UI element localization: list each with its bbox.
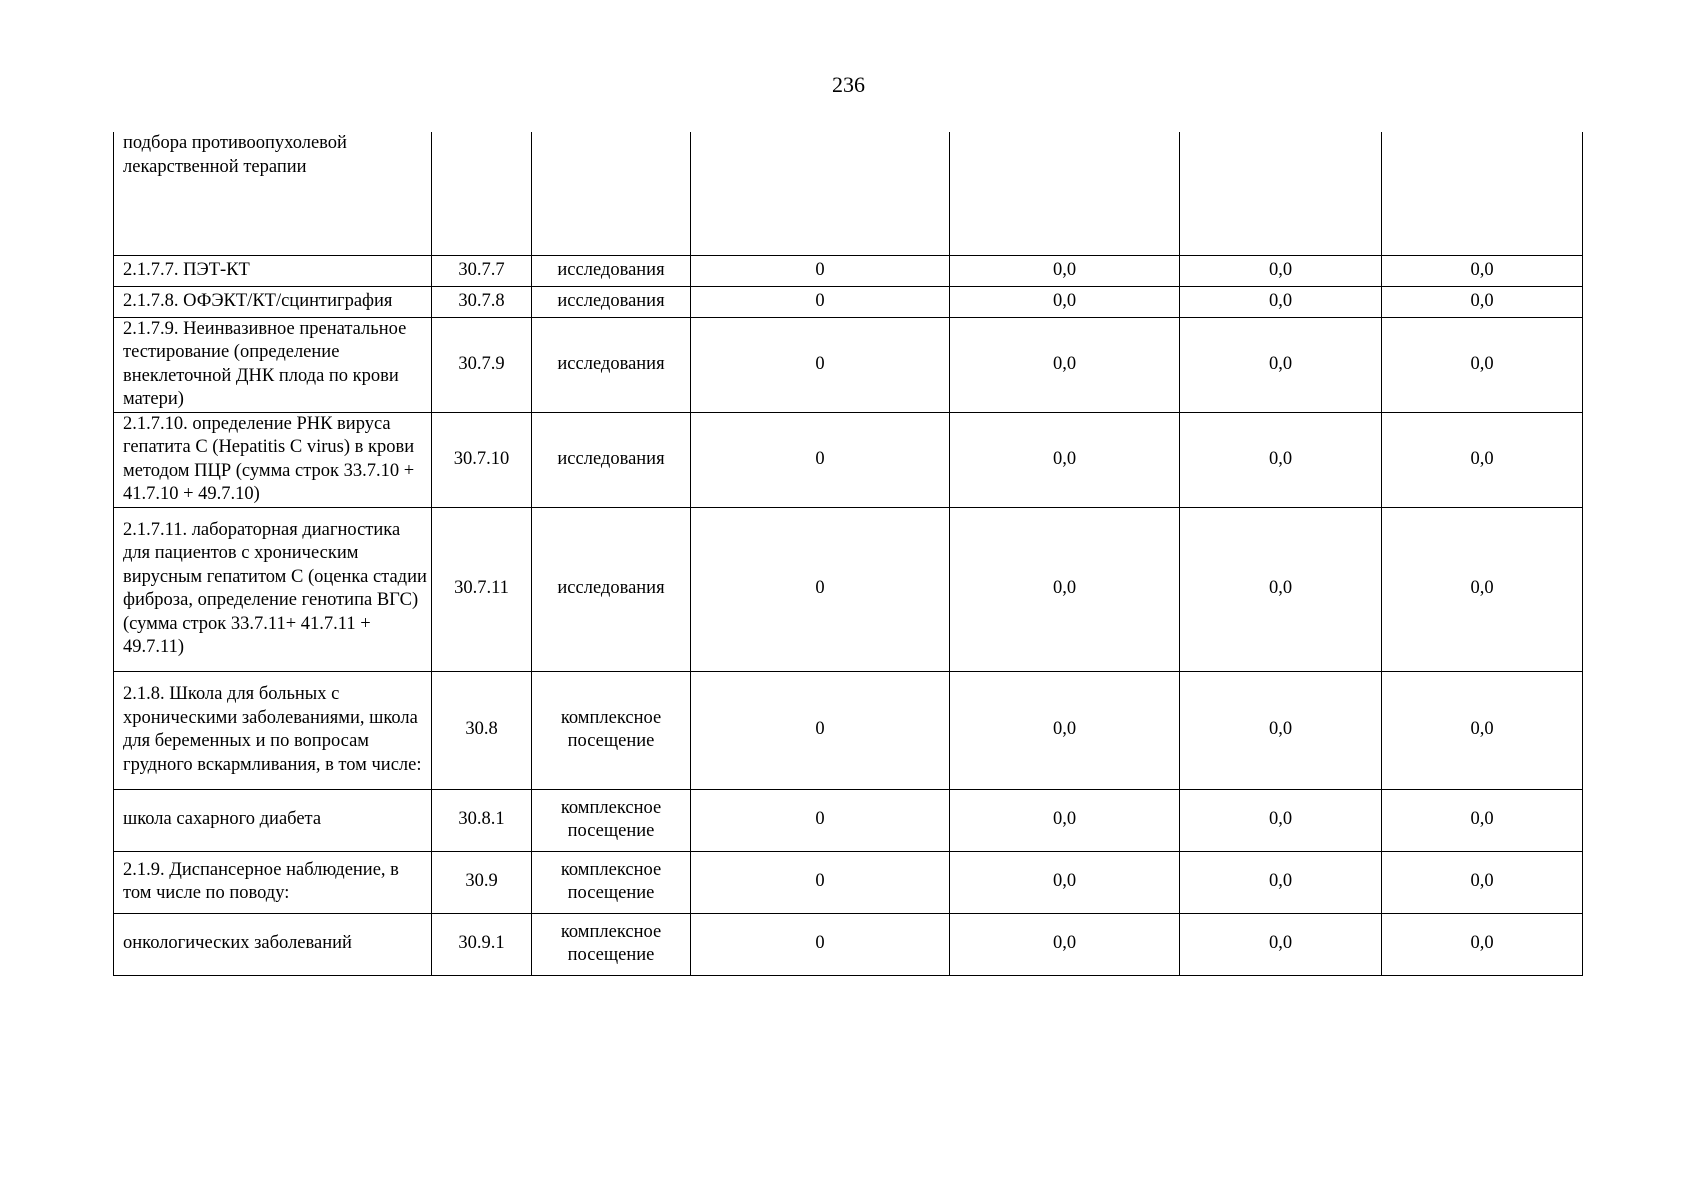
row-name: подбора противоопухолевой лекарственной терапии	[114, 132, 432, 255]
table-row	[114, 851, 1583, 913]
row-value-4: 0,0	[1382, 913, 1583, 975]
row-unit: исследования	[532, 255, 691, 286]
row-unit: исследования	[532, 507, 691, 671]
table-row	[114, 317, 1583, 412]
row-value-1: 0	[691, 286, 950, 317]
row-value-4: 0,0	[1382, 851, 1583, 913]
row-code	[432, 132, 532, 255]
row-value-1: 0	[691, 913, 950, 975]
row-value-2: 0,0	[950, 317, 1180, 412]
table-row	[114, 507, 1583, 671]
row-name: 2.1.7.7. ПЭТ-КТ	[114, 255, 432, 286]
row-name: 2.1.7.9. Неинвазивное пренатальное тестирование (определение внеклеточной ДНК плода по крови матери)	[114, 317, 432, 412]
row-name: 2.1.7.10. определение РНК вируса гепатита С (Hepatitis C virus) в крови методом ПЦР (сумма строк 33.7.10 + 41.7.10 + 49.7.10)	[114, 412, 432, 507]
row-value-2: 0,0	[950, 851, 1180, 913]
row-name: 2.1.8. Школа для больных с хроническими заболеваниями, школа для беременных и по вопросам грудного вскармливания, в том числе:	[114, 671, 432, 789]
row-code: 30.8	[432, 671, 532, 789]
row-unit: исследования	[532, 317, 691, 412]
row-value-4: 0,0	[1382, 789, 1583, 851]
table-row	[114, 132, 1583, 255]
row-code: 30.8.1	[432, 789, 532, 851]
row-value-3: 0,0	[1180, 507, 1382, 671]
row-code: 30.7.11	[432, 507, 532, 671]
row-name: 2.1.7.8. ОФЭКТ/КТ/сцинтиграфия	[114, 286, 432, 317]
row-value-1: 0	[691, 255, 950, 286]
table-row	[114, 913, 1583, 975]
row-unit: комплексное посещение	[532, 789, 691, 851]
row-code: 30.7.9	[432, 317, 532, 412]
row-code: 30.9	[432, 851, 532, 913]
row-value-1: 0	[691, 412, 950, 507]
row-code: 30.7.8	[432, 286, 532, 317]
table-row	[114, 255, 1583, 286]
row-value-2: 0,0	[950, 286, 1180, 317]
data-table	[113, 132, 1583, 976]
row-value-4: 0,0	[1382, 317, 1583, 412]
row-value-1: 0	[691, 789, 950, 851]
page-number: 236	[832, 72, 865, 97]
row-value-1: 0	[691, 317, 950, 412]
table-row	[114, 286, 1583, 317]
row-unit: комплексное посещение	[532, 851, 691, 913]
row-value-3: 0,0	[1180, 286, 1382, 317]
row-value-2: 0,0	[950, 913, 1180, 975]
row-name: 2.1.7.11. лабораторная диагностика для пациентов с хроническим вирусным гепатитом С (оценка стадии фиброза, определение генотипа ВГС) (сумма строк 33.7.11+ 41.7.11 + 49.7.11)	[114, 507, 432, 671]
row-value-2: 0,0	[950, 671, 1180, 789]
row-value-1: 0	[691, 851, 950, 913]
row-name: 2.1.9. Диспансерное наблюдение, в том числе по поводу:	[114, 851, 432, 913]
row-value-3: 0,0	[1180, 789, 1382, 851]
row-value-1	[691, 132, 950, 255]
row-value-4: 0,0	[1382, 507, 1583, 671]
table-row	[114, 412, 1583, 507]
table-row	[114, 789, 1583, 851]
row-value-3: 0,0	[1180, 412, 1382, 507]
row-unit	[532, 132, 691, 255]
row-value-3: 0,0	[1180, 255, 1382, 286]
row-code: 30.9.1	[432, 913, 532, 975]
row-value-2: 0,0	[950, 507, 1180, 671]
row-value-4: 0,0	[1382, 255, 1583, 286]
row-unit: комплексное посещение	[532, 671, 691, 789]
row-code: 30.7.7	[432, 255, 532, 286]
row-value-4: 0,0	[1382, 671, 1583, 789]
row-code: 30.7.10	[432, 412, 532, 507]
row-value-2: 0,0	[950, 789, 1180, 851]
row-unit: исследования	[532, 412, 691, 507]
row-name: школа сахарного диабета	[114, 789, 432, 851]
row-value-2: 0,0	[950, 412, 1180, 507]
row-unit: комплексное посещение	[532, 913, 691, 975]
row-value-3: 0,0	[1180, 671, 1382, 789]
row-value-2: 0,0	[950, 255, 1180, 286]
row-value-2	[950, 132, 1180, 255]
row-unit: исследования	[532, 286, 691, 317]
row-name: онкологических заболеваний	[114, 913, 432, 975]
row-value-4: 0,0	[1382, 286, 1583, 317]
row-value-3	[1180, 132, 1382, 255]
row-value-1: 0	[691, 671, 950, 789]
row-value-3: 0,0	[1180, 851, 1382, 913]
row-value-3: 0,0	[1180, 913, 1382, 975]
row-value-4: 0,0	[1382, 412, 1583, 507]
table-row	[114, 671, 1583, 789]
row-value-1: 0	[691, 507, 950, 671]
row-value-3: 0,0	[1180, 317, 1382, 412]
row-value-4	[1382, 132, 1583, 255]
